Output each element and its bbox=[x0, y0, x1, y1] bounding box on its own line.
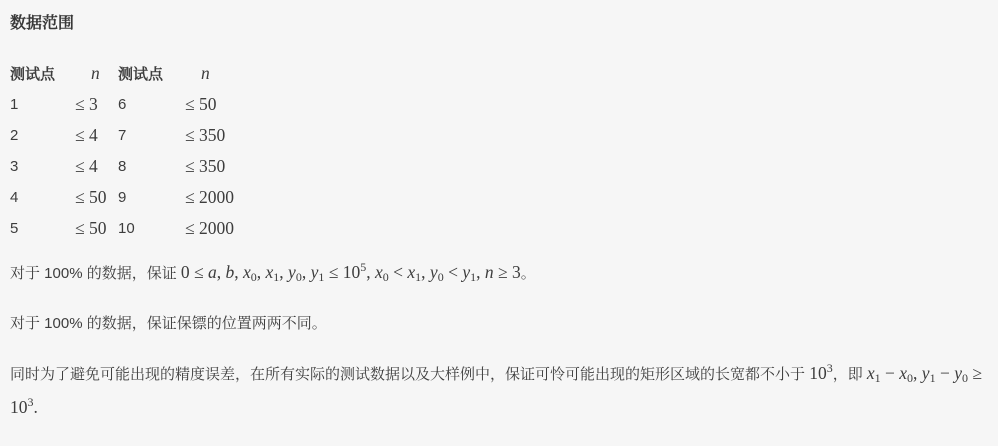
table-row bbox=[10, 213, 234, 244]
math-fragment: y bbox=[921, 363, 930, 383]
math-fragment: x bbox=[407, 262, 416, 282]
header-n-cell: n bbox=[201, 63, 210, 83]
math-fragment: ≥ 3 bbox=[493, 262, 521, 282]
math-fragment: , bbox=[216, 262, 226, 282]
math-fragment: . bbox=[33, 397, 38, 417]
math-fragment: − bbox=[880, 363, 900, 383]
math-fragment: 1 bbox=[470, 270, 477, 284]
math-fragment: , bbox=[421, 262, 430, 282]
paragraph-text: 同时为了避免可能出现的精度误差，在所有实际的测试数据以及大样例中，保证可怜可能出现的矩形区域的长宽都不小于 bbox=[10, 366, 810, 383]
table-row bbox=[10, 120, 234, 151]
n-limit-cell: ≤ 50 bbox=[75, 218, 107, 238]
math-fragment: 1 bbox=[415, 270, 422, 284]
table-row bbox=[10, 182, 234, 213]
testpoint-cell: 2 bbox=[10, 127, 19, 144]
n-limit-cell: ≤ 4 bbox=[75, 125, 98, 145]
paragraph-text: 对于 100% 的数据，保证保镖的位置两两不同。 bbox=[10, 315, 327, 332]
testpoint-cell: 7 bbox=[118, 127, 127, 144]
paragraph-text: 。 bbox=[520, 265, 536, 282]
constraints-table-head bbox=[10, 58, 234, 89]
math-fragment: , bbox=[913, 363, 922, 383]
testpoint-cell: 4 bbox=[10, 189, 19, 206]
math-fragment: , bbox=[256, 262, 266, 282]
math-fragment: 0 ≤ bbox=[180, 262, 208, 282]
math-fragment: 1 bbox=[874, 371, 881, 385]
math-fragment: 0 bbox=[907, 371, 914, 385]
math-fragment: 1 bbox=[273, 270, 280, 284]
math-fragment: y bbox=[429, 262, 438, 282]
math-fragment: 3 bbox=[826, 361, 833, 375]
math-fragment: x bbox=[265, 262, 274, 282]
math-fragment: b bbox=[225, 262, 235, 282]
math-fragment: x bbox=[374, 262, 383, 282]
n-limit-cell: ≤ 2000 bbox=[185, 187, 234, 207]
math-fragment: , bbox=[366, 262, 375, 282]
math-fragment: 0 bbox=[250, 270, 257, 284]
testpoint-cell: 5 bbox=[10, 220, 19, 237]
testpoint-cell: 10 bbox=[118, 220, 135, 237]
math-fragment: , bbox=[301, 262, 311, 282]
math-fragment: 0 bbox=[961, 371, 968, 385]
math-fragment: y bbox=[288, 262, 296, 282]
math-fragment: 0 bbox=[437, 270, 444, 284]
testpoint-cell: 1 bbox=[10, 96, 19, 113]
table-row bbox=[10, 89, 234, 120]
math-fragment: x bbox=[242, 262, 251, 282]
math-fragment: y bbox=[310, 262, 319, 282]
math-fragment: 0 bbox=[382, 270, 389, 284]
n-limit-cell: ≤ 3 bbox=[75, 94, 98, 114]
math-fragment: 5 bbox=[360, 260, 367, 274]
testpoint-cell: 6 bbox=[118, 96, 127, 113]
math-fragment: 3 bbox=[27, 395, 34, 409]
constraints-table-body bbox=[10, 89, 234, 244]
math-fragment: ≥ 10 bbox=[10, 363, 982, 417]
n-limit-cell: ≤ 350 bbox=[185, 125, 226, 145]
math-fragment: − bbox=[935, 363, 955, 383]
n-limit-cell: ≤ 350 bbox=[185, 156, 226, 176]
math-fragment: < bbox=[443, 262, 463, 282]
paragraph-text: 对于 100% 的数据，保证 bbox=[10, 265, 181, 282]
header-testpoint-cell: 测试点 bbox=[118, 66, 164, 83]
constraint-paragraph-precision bbox=[10, 357, 986, 425]
paragraph-text: ，即 bbox=[832, 366, 867, 383]
math-fragment: y bbox=[954, 363, 962, 383]
math-fragment: 1 bbox=[929, 371, 936, 385]
n-limit-cell: ≤ 4 bbox=[75, 156, 98, 176]
constraints-header-row bbox=[10, 58, 234, 89]
math-fragment: , bbox=[476, 262, 485, 282]
math-fragment: 0 bbox=[295, 270, 302, 284]
math-fragment: n bbox=[484, 262, 494, 282]
math-fragment: < bbox=[388, 262, 408, 282]
math-fragment: x bbox=[899, 363, 908, 383]
header-n-cell: n bbox=[91, 63, 100, 83]
constraint-paragraph-ranges bbox=[10, 256, 986, 290]
math-fragment: y bbox=[462, 262, 471, 282]
math-fragment: x bbox=[866, 363, 875, 383]
math-fragment: , bbox=[234, 262, 243, 282]
constraints-table bbox=[10, 58, 234, 244]
math-fragment: 10 bbox=[809, 363, 827, 383]
testpoint-cell: 8 bbox=[118, 158, 127, 175]
n-limit-cell: ≤ 50 bbox=[185, 94, 217, 114]
constraint-paragraph-distinct bbox=[10, 307, 986, 340]
n-limit-cell: ≤ 50 bbox=[75, 187, 107, 207]
math-fragment: a bbox=[207, 262, 217, 282]
n-limit-cell: ≤ 2000 bbox=[185, 218, 234, 238]
math-fragment: , bbox=[279, 262, 289, 282]
math-fragment: 1 bbox=[318, 270, 325, 284]
math-fragment: ≤ 10 bbox=[324, 262, 361, 282]
header-testpoint-cell: 测试点 bbox=[10, 66, 56, 83]
testpoint-cell: 9 bbox=[118, 189, 127, 206]
testpoint-cell: 3 bbox=[10, 158, 19, 175]
table-row bbox=[10, 151, 234, 182]
section-title: 数据范围 bbox=[10, 15, 75, 32]
